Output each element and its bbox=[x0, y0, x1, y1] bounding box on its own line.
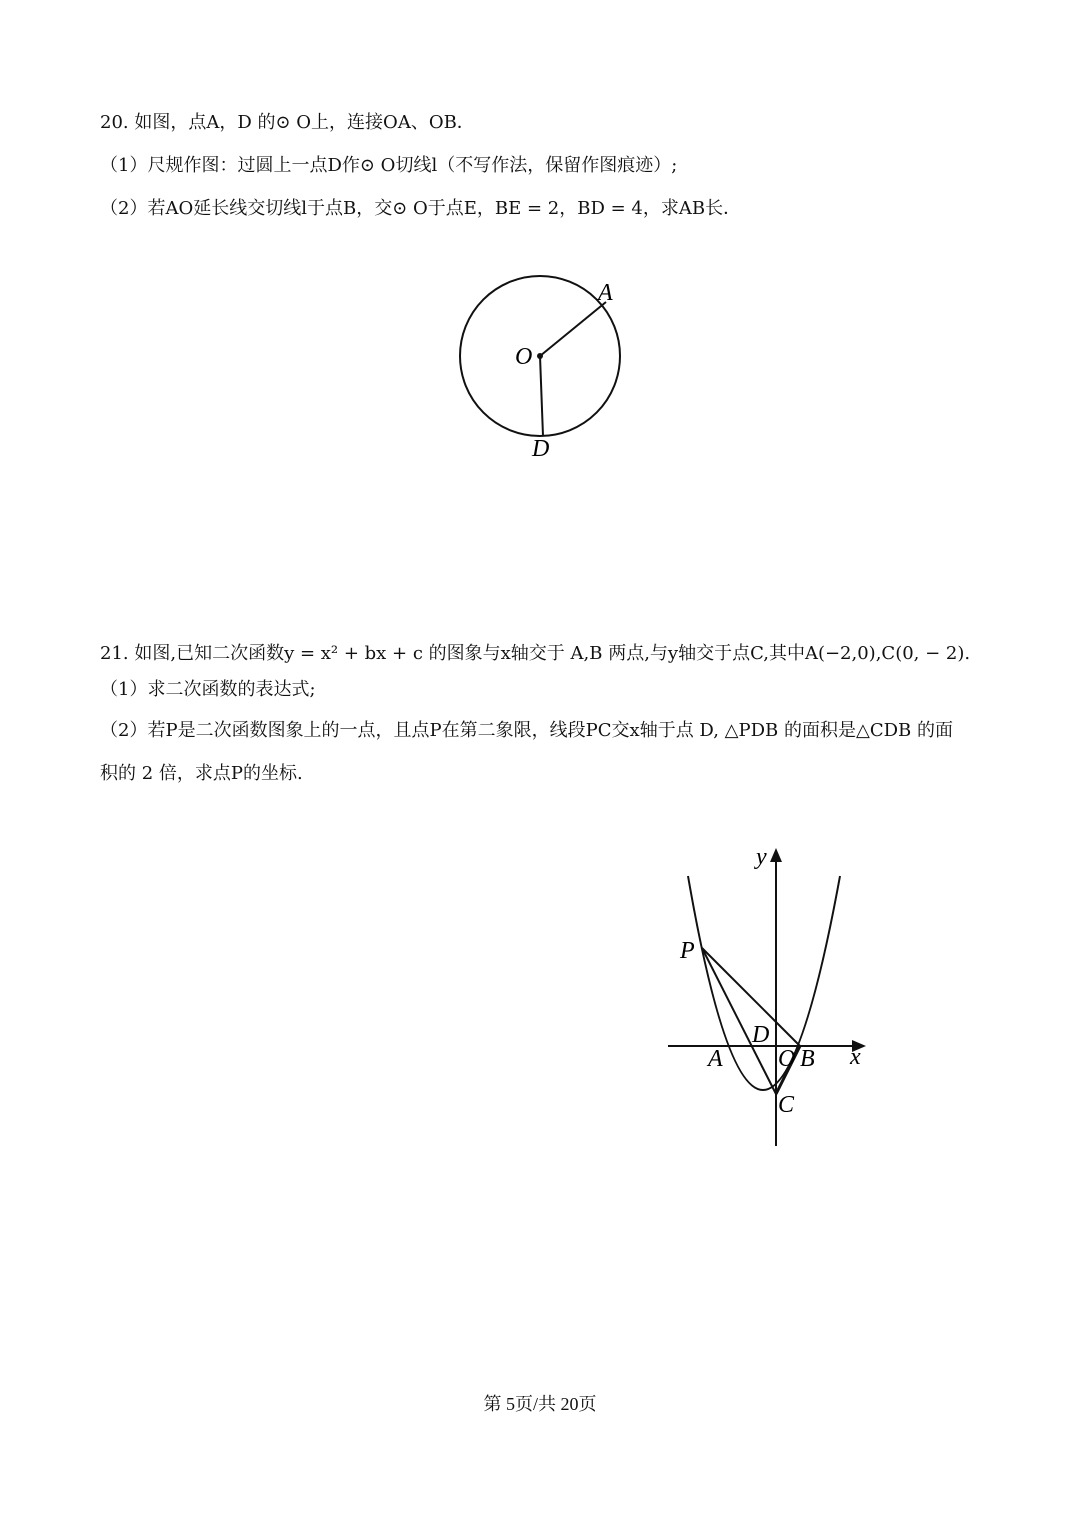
segment-oa bbox=[540, 302, 606, 356]
segment-pc bbox=[702, 948, 776, 1094]
q21-part1: （1）求二次函数的表达式; bbox=[100, 679, 316, 700]
label-p: P bbox=[680, 938, 695, 964]
label-d: D bbox=[532, 436, 550, 462]
segment-od bbox=[540, 356, 543, 436]
segment-pb bbox=[702, 948, 800, 1046]
q21-figure-parabola bbox=[660, 840, 890, 1164]
label-y: y bbox=[756, 844, 767, 870]
q20-figure-circle bbox=[440, 260, 660, 474]
label-c: C bbox=[778, 1092, 795, 1118]
label-o: O bbox=[515, 344, 533, 370]
y-axis-arrow bbox=[770, 848, 782, 862]
q21-stem: 21. 如图,已知二次函数y = x² + bx + c 的图象与x轴交于 A,B 两点,与y轴交于点C,其中A(−2,0),C(0, − 2). bbox=[100, 643, 971, 664]
label-a: A bbox=[598, 280, 613, 306]
q20-part1: （1）尺规作图：过圆上一点D作⊙ O切线l（不写作法，保留作图痕迹）; bbox=[100, 155, 678, 176]
page-number: 第 5页/共 20页 bbox=[483, 1394, 597, 1414]
label-d: D bbox=[752, 1022, 770, 1048]
label-o: O bbox=[778, 1046, 796, 1072]
q20-part2: （2）若AO延长线交切线l于点B，交⊙ O于点E，BE = 2，BD = 4，求AB长． bbox=[100, 198, 742, 219]
label-a: A bbox=[708, 1046, 723, 1072]
label-b: B bbox=[800, 1046, 815, 1072]
q20-stem: 20. 如图，点A，D 的⊙ O上，连接OA、OB． bbox=[100, 112, 475, 133]
q21-part2-line2: 积的 2 倍，求点P的坐标. bbox=[100, 763, 303, 784]
label-x: x bbox=[850, 1044, 861, 1070]
center-dot bbox=[537, 353, 543, 359]
q21-part2-line1: （2）若P是二次函数图象上的一点，且点P在第二象限，线段PC交x轴于点 D, △PDB 的面积是△CDB 的面 bbox=[100, 720, 953, 741]
